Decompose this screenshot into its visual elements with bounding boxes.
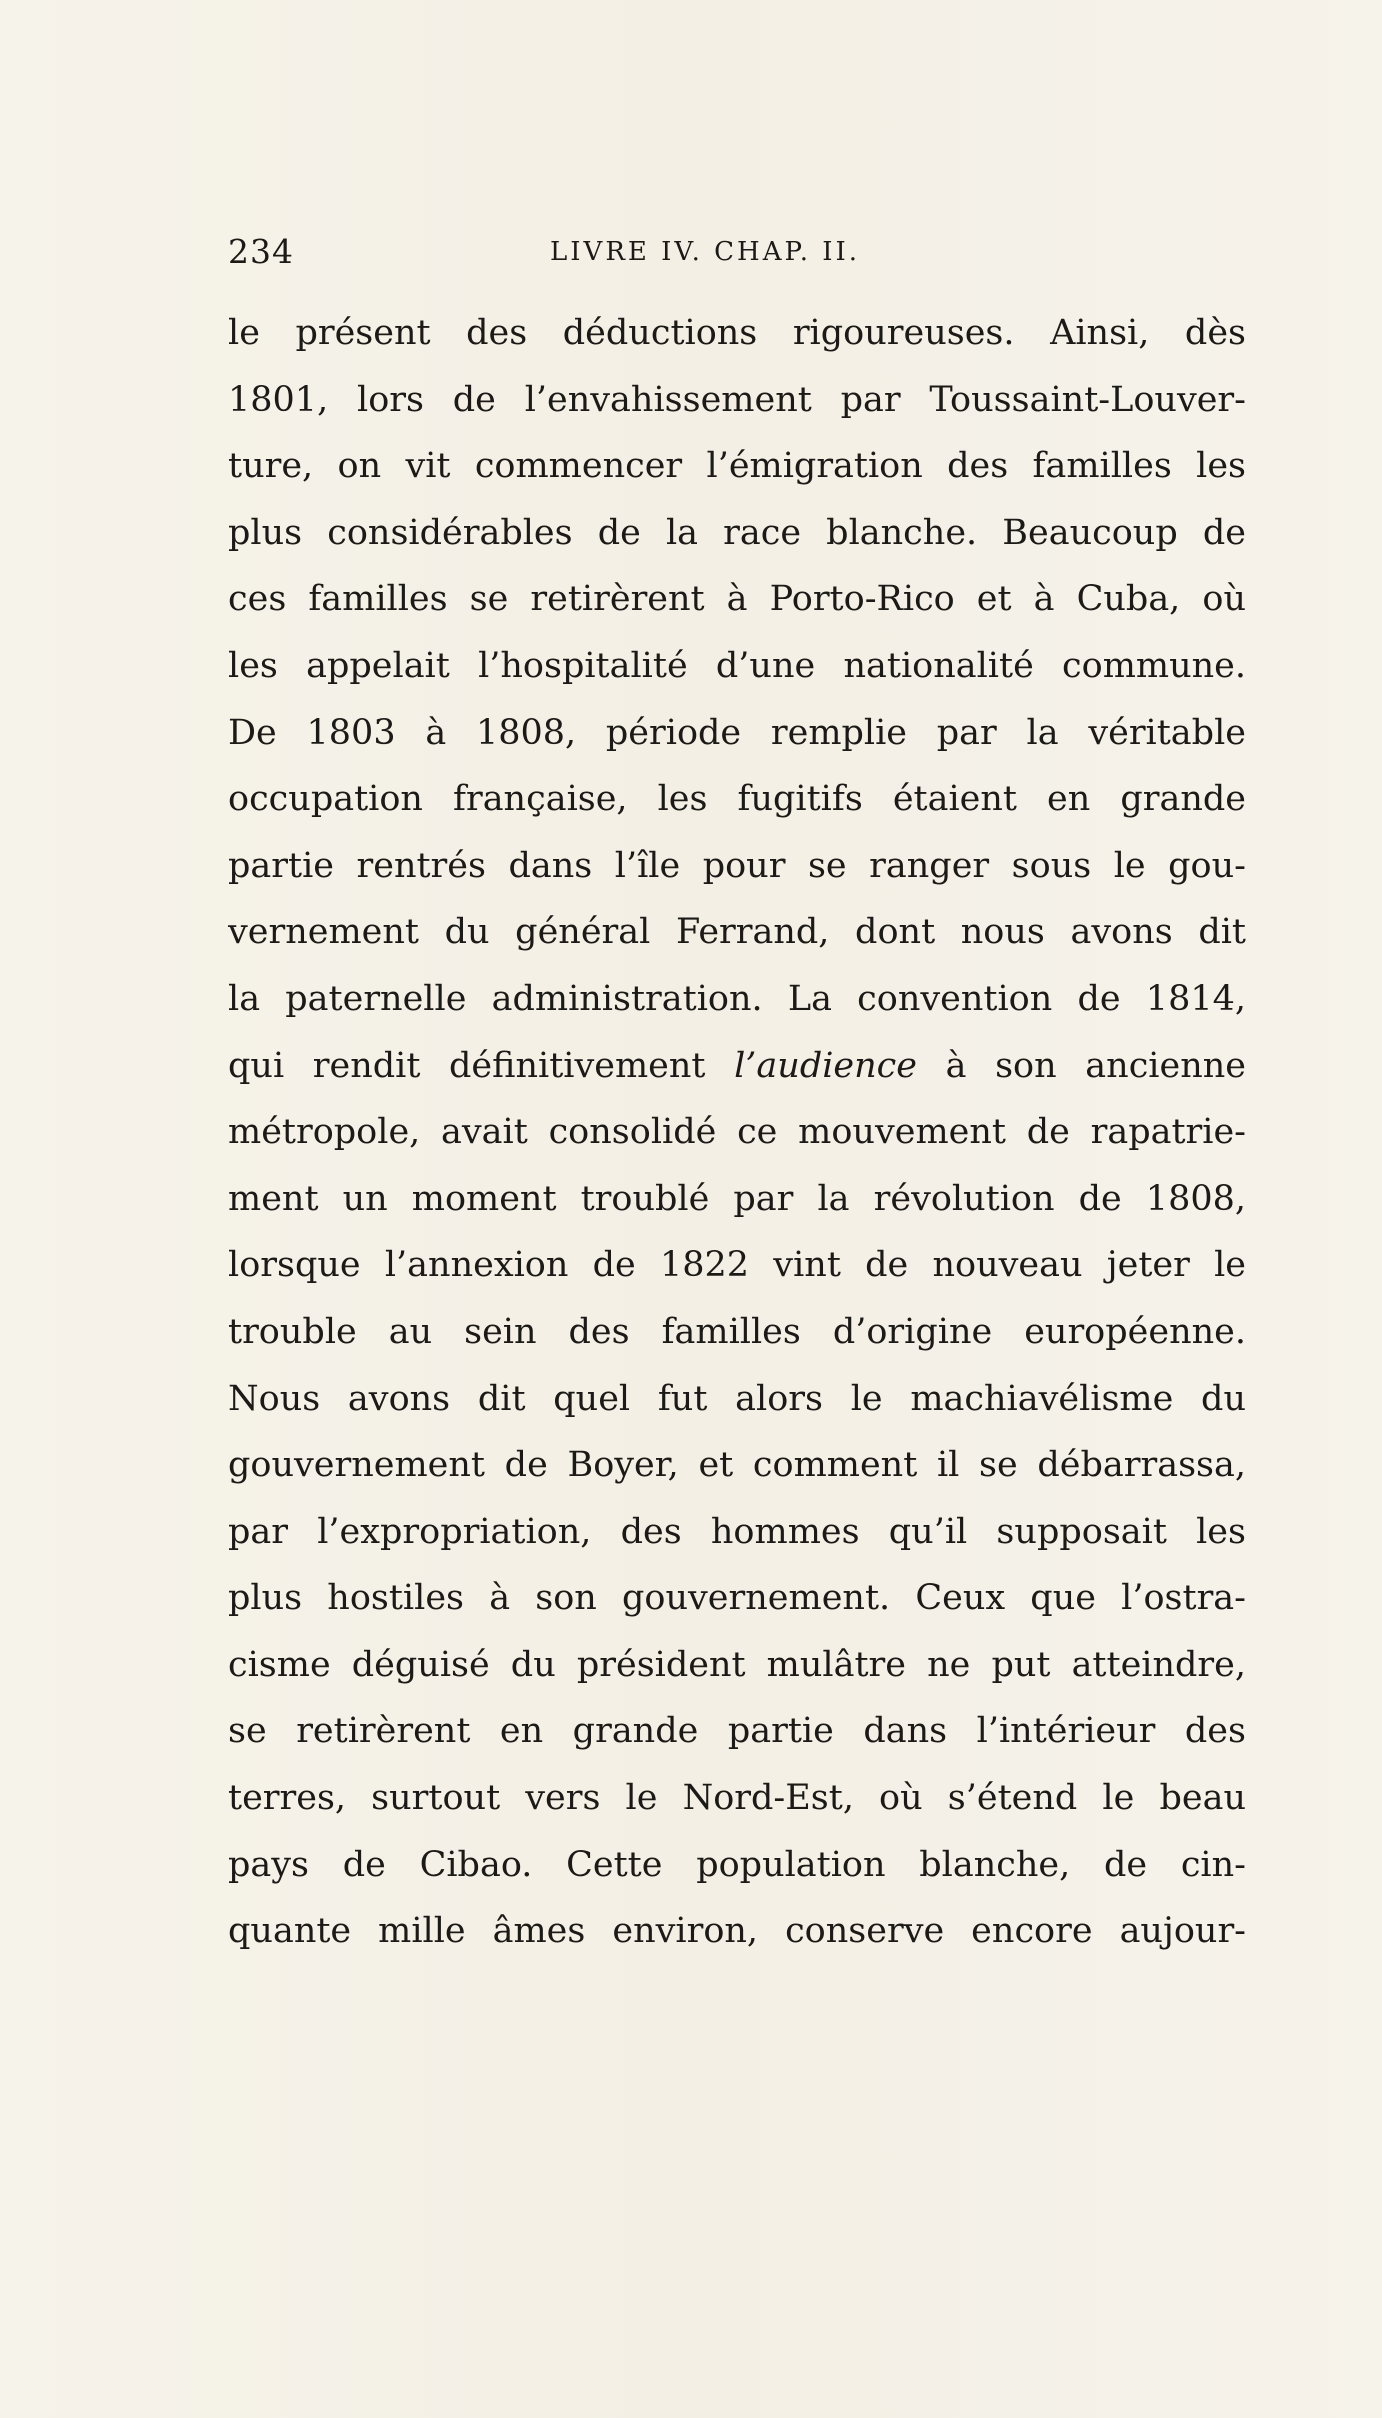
text-line: Nous avons dit quel fut alors le machiavélisme du bbox=[228, 1378, 1246, 1419]
text-line: métropole, avait consolidé ce mouvement de rapatrie- bbox=[228, 1112, 1246, 1153]
text-line: ment un moment troublé par la révolution de 1808, bbox=[228, 1178, 1246, 1219]
text-line: le présent des déductions rigoureuses. Ainsi, dès bbox=[228, 313, 1246, 353]
text-line-with-italic bbox=[228, 1033, 1246, 1100]
text-line: les appelait l’hospitalité d’une nationalité commune. bbox=[228, 645, 1246, 686]
text-line: pays de Cibao. Cette population blanche, de cin- bbox=[228, 1844, 1246, 1885]
page-number: 234 bbox=[228, 232, 294, 271]
text-line: se retirèrent en grande partie dans l’intérieur des bbox=[228, 1711, 1246, 1752]
text-line: vernement du général Ferrand, dont nous avons dit bbox=[228, 912, 1246, 953]
text-line: gouvernement de Boyer, et comment il se débarrassa, bbox=[228, 1445, 1246, 1486]
text-segment: qui rendit définitivement bbox=[228, 1045, 735, 1086]
text-line: lorsque l’annexion de 1822 vint de nouveau jeter le bbox=[228, 1245, 1246, 1286]
text-line: quante mille âmes environ, conserve encore aujour- bbox=[228, 1911, 1246, 1952]
text-line: la paternelle administration. La convention de 1814, bbox=[228, 978, 1246, 1019]
text-line: ces familles se retirèrent à Porto-Rico et à Cuba, où bbox=[228, 579, 1246, 620]
text-line: De 1803 à 1808, période remplie par la véritable bbox=[228, 712, 1246, 753]
page-header bbox=[228, 232, 1248, 280]
text-line: ture, on vit commencer l’émigration des familles les bbox=[228, 446, 1246, 487]
text-line: cisme déguisé du président mulâtre ne put atteindre, bbox=[228, 1644, 1246, 1685]
text-line: 1801, lors de l’envahissement par Toussaint-Louver- bbox=[228, 379, 1246, 420]
text-line: trouble au sein des familles d’origine européenne. bbox=[228, 1311, 1246, 1352]
text-line: plus considérables de la race blanche. Beaucoup de bbox=[228, 512, 1246, 553]
text-line: plus hostiles à son gouvernement. Ceux que l’ostra- bbox=[228, 1578, 1246, 1619]
text-line: occupation française, les fugitifs étaient en grande bbox=[228, 779, 1246, 820]
text-line: partie rentrés dans l’île pour se ranger sous le gou- bbox=[228, 845, 1246, 886]
text-line: par l’expropriation, des hommes qu’il supposait les bbox=[228, 1511, 1246, 1552]
text-segment: à son ancienne bbox=[917, 1045, 1246, 1086]
italic-term: l’audience bbox=[734, 1045, 917, 1086]
running-head: LIVRE IV. CHAP. II. bbox=[550, 237, 861, 267]
text-line: terres, surtout vers le Nord-Est, où s’étend le beau bbox=[228, 1778, 1246, 1819]
body-text bbox=[228, 300, 1246, 1965]
